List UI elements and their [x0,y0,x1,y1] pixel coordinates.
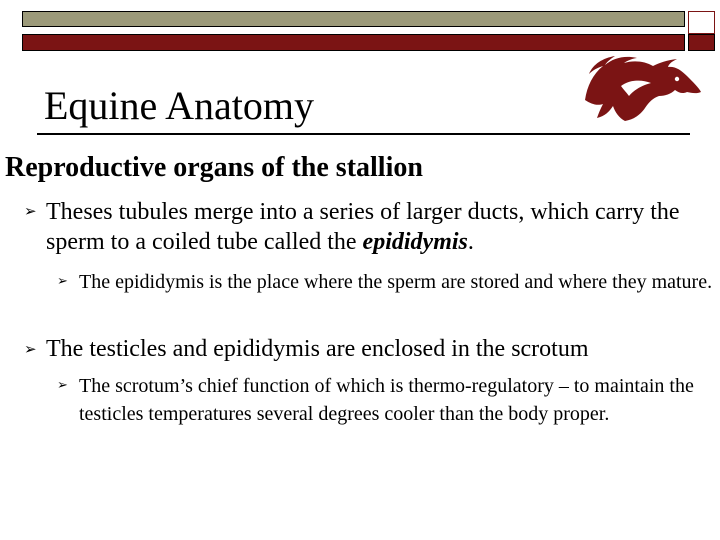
sub-bullet-arrow-icon: ➢ [57,274,68,289]
slide-title: Equine Anatomy [44,83,314,128]
bullet-1 [46,197,706,257]
sub-bullet-1: The epididymis is the place where the sperm are stored and where they mature. [79,271,713,293]
corner-square [688,11,715,34]
bullet-arrow-icon: ➢ [24,202,37,220]
bullet-2: The testicles and epididymis are enclosed in the scrotum [46,336,589,362]
header-decoration [22,11,715,39]
title-divider [37,133,690,135]
bullet-1-emphasis: epididymis [362,229,468,255]
red-bar [22,34,685,51]
corner-square-red [688,34,715,51]
sub-bullet-arrow-icon: ➢ [57,378,68,393]
olive-bar [22,11,685,27]
sub-bullet-2: The scrotum’s chief function of which is thermo-regulatory – to maintain the testicles temperatures several degrees cooler than the body proper. [79,375,694,425]
bullet-1-text: Theses tubules merge into a series of larger ducts, which carry the sperm to a coiled tube called the [46,199,680,255]
bullet-1-end: . [467,229,474,255]
horse-head-icon [583,52,703,122]
slide-subtitle: Reproductive organs of the stallion [5,152,423,183]
bullet-arrow-icon: ➢ [24,340,37,358]
